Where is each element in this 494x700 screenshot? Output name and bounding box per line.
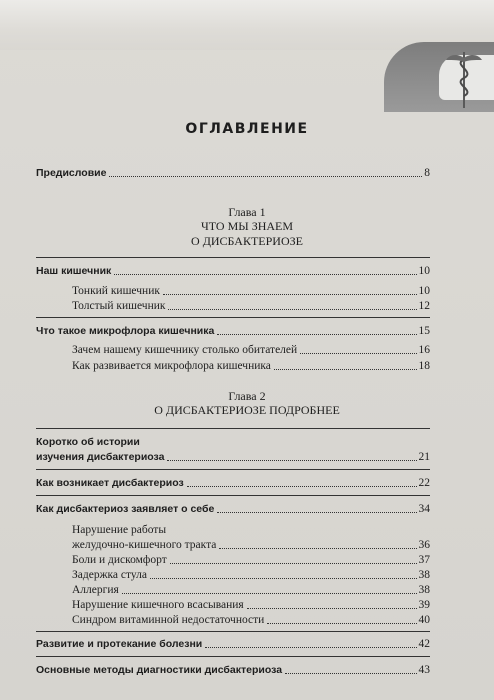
chapter-1-title-line1: ЧТО МЫ ЗНАЕМ (200, 219, 294, 233)
toc-entry-label: Как дисбактериоз заявляет о себе (36, 503, 215, 515)
toc-entry-page: 12 (418, 300, 430, 312)
chapter-1-title-line2: О ДИСБАКТЕРИОЗЕ (191, 234, 303, 248)
toc-entry-page: 16 (418, 344, 430, 356)
toc-entry-label: Что такое микрофлора кишечника (36, 325, 215, 337)
toc-entry (36, 324, 430, 338)
leader-dots (267, 622, 416, 624)
toc-entry (36, 502, 430, 516)
toc-entry (36, 663, 430, 677)
toc-entry-page: 36 (418, 539, 430, 551)
toc-entry (72, 299, 430, 313)
divider (36, 631, 430, 632)
leader-dots (170, 562, 417, 564)
leader-dots (114, 273, 416, 275)
caduceus-icon (442, 50, 482, 110)
toc-entry-label: Толстый кишечник (72, 300, 166, 312)
toc-entry-label: Развитие и протекание болезни (36, 638, 203, 650)
toc-entry (72, 613, 430, 627)
toc-entry-label: Задержка стула (72, 569, 147, 581)
leader-dots (217, 511, 416, 513)
toc-entry (72, 538, 430, 552)
leader-dots (122, 592, 417, 594)
toc-entry-label: Аллергия (72, 584, 119, 596)
chapter-2-number: Глава 2 (228, 389, 266, 403)
toc-entry-page: 39 (418, 599, 430, 611)
toc-entry-page: 8 (424, 167, 430, 179)
toc-entry-page: 38 (418, 584, 430, 596)
leader-dots (219, 547, 416, 549)
divider (36, 317, 430, 318)
toc-entry-page: 42 (418, 638, 430, 650)
toc-entry-page: 10 (418, 265, 430, 277)
toc-entry-label: изучения дисбактериоза (36, 451, 165, 463)
toc-entry (36, 476, 430, 490)
toc-entry-label: Синдром витаминной недостаточности (72, 614, 265, 626)
toc-entry-label: Тонкий кишечник (72, 285, 160, 297)
divider (36, 469, 430, 470)
toc-entry-label: Наш кишечник (36, 265, 112, 277)
leader-dots (167, 459, 416, 461)
leader-dots (168, 308, 416, 310)
leader-dots (150, 577, 417, 579)
toc-entry-label-line1: Коротко об истории (36, 436, 140, 448)
toc-entry-label: Зачем нашему кишечнику столько обитателей (72, 344, 298, 356)
toc-entry-label: Предисловие (36, 167, 107, 179)
leader-dots (285, 672, 416, 674)
toc-entry-label: Боли и дискомфорт (72, 554, 167, 566)
page-title: ОГЛАВЛЕНИЕ (185, 121, 309, 137)
toc-entry-page: 10 (418, 285, 430, 297)
toc-entry-page: 18 (418, 360, 430, 372)
leader-dots (187, 485, 417, 487)
toc-entry-page: 34 (418, 503, 430, 515)
toc-entry (72, 568, 430, 582)
toc-entry (72, 343, 430, 357)
toc-entry-page: 21 (418, 451, 430, 463)
toc-entry (36, 637, 430, 651)
toc-entry-preface (36, 166, 430, 180)
toc-entry-page: 38 (418, 569, 430, 581)
leader-dots (163, 293, 417, 295)
toc-entry-page: 43 (418, 664, 430, 676)
toc-entry (36, 264, 430, 278)
toc-entry (36, 450, 430, 464)
toc-entry (72, 598, 430, 612)
leader-dots (217, 333, 416, 335)
leader-dots (300, 352, 416, 354)
divider (36, 428, 430, 429)
toc-entry-label: Как возникает дисбактериоз (36, 477, 184, 489)
toc-entry-label: Основные методы диагностики дисбактериоза (36, 664, 283, 676)
leader-dots (205, 646, 416, 648)
leader-dots (247, 607, 417, 609)
chapter-2-title: О ДИСБАКТЕРИОЗЕ ПОДРОБНЕЕ (154, 403, 340, 417)
toc-entry-label-line1: Нарушение работы (72, 524, 167, 536)
toc-entry-label: желудочно-кишечного тракта (72, 539, 217, 551)
toc-entry-page: 37 (418, 554, 430, 566)
toc-entry (72, 359, 430, 373)
toc-entry (72, 583, 430, 597)
chapter-1-number: Глава 1 (228, 205, 266, 219)
leader-dots (109, 175, 422, 177)
toc-entry-page: 40 (418, 614, 430, 626)
toc-entry-page: 15 (418, 325, 430, 337)
divider (36, 656, 430, 657)
toc-entry-label: Нарушение кишечного всасывания (72, 599, 244, 611)
toc-entry-page: 22 (418, 477, 430, 489)
leader-dots (274, 368, 417, 370)
divider (36, 257, 430, 258)
toc-entry (72, 553, 430, 567)
toc-entry (72, 284, 430, 298)
divider (36, 495, 430, 496)
toc-entry-label: Как развивается микрофлора кишечника (72, 360, 271, 372)
